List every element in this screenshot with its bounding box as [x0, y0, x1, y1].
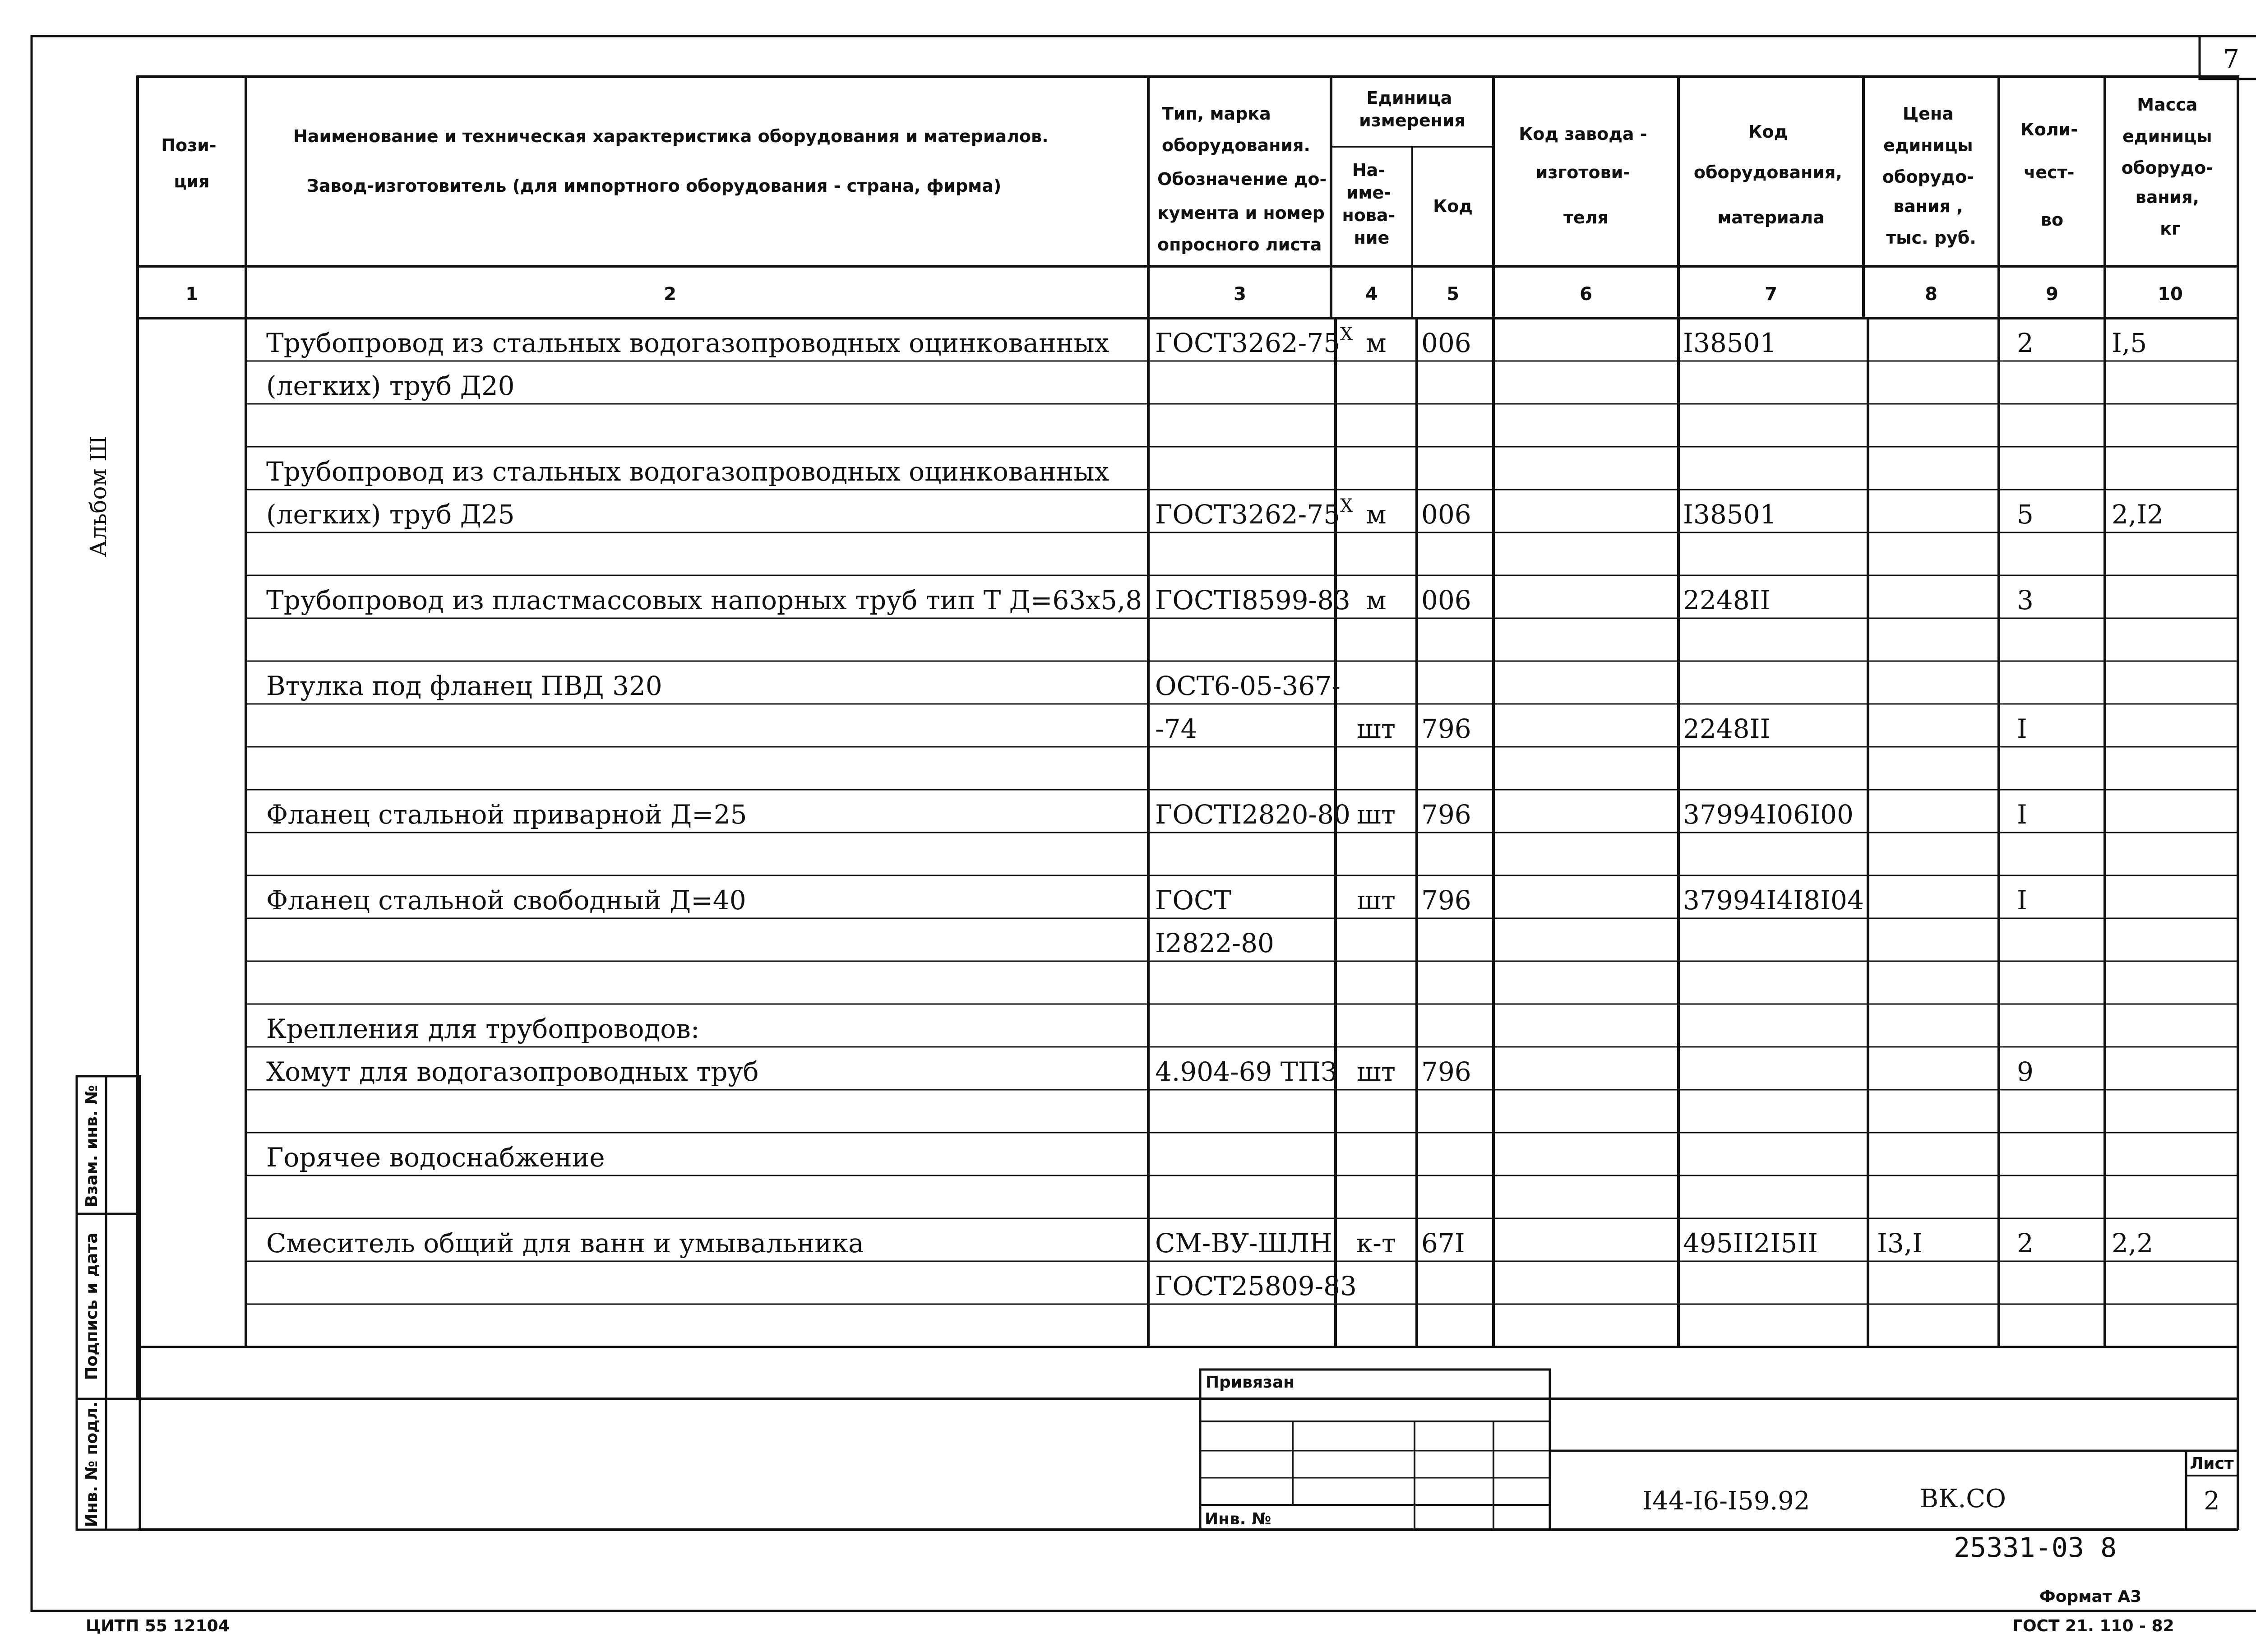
cell-name: Трубопровод из стальных водогазопроводных оцинкованных: [266, 456, 1110, 487]
cell-name: Смеситель общий для ванн и умывальника: [266, 1228, 864, 1259]
cell-qty: I: [2017, 885, 2027, 916]
svg-text:4: 4: [1365, 284, 1378, 305]
table-row: [1155, 928, 1274, 958]
cell-name: (легких) труб Д25: [266, 499, 515, 530]
cell-unit: шт: [1356, 713, 1396, 744]
svg-text:2: 2: [664, 284, 676, 305]
header-unit: Единица измерения: [1359, 88, 1465, 130]
cell-qty: I: [2017, 713, 2027, 744]
cell-doc: -74: [1155, 713, 1197, 744]
cell-name: Трубопровод из стальных водогазопроводных оцинкованных: [266, 328, 1110, 358]
cell-doc: СМ-ВУ-ШЛН: [1155, 1228, 1332, 1259]
cell-code: 495II2I5II: [1683, 1228, 1818, 1259]
svg-text:8: 8: [1925, 284, 1937, 305]
cell-ucode: 006: [1421, 499, 1471, 530]
table-row: [266, 370, 515, 401]
stamp-vzam-inv: Взам. инв. №: [83, 1085, 101, 1208]
cell-ucode: 796: [1421, 885, 1471, 916]
table-row: [1155, 1271, 1357, 1301]
cell-unit: шт: [1356, 799, 1396, 830]
album-label: Альбом Ш: [85, 435, 111, 557]
cell-ucode: 006: [1421, 585, 1471, 615]
cell-code: 37994I06I00: [1683, 799, 1854, 830]
cell-name: Фланец стальной свободный Д=40: [266, 885, 746, 916]
cell-unit: шт: [1356, 1056, 1396, 1087]
cell-code: 37994I4I8I04: [1683, 885, 1864, 916]
cell-unit: м: [1366, 585, 1387, 615]
cell-code: 2248II: [1683, 585, 1771, 615]
stamp-inv-podl: Инв. № подл.: [83, 1401, 101, 1527]
header-name: Наименование и техническая характеристика оборудования и материалов. Завод-изготовитель (для импортного оборудования - страна, фирма): [293, 126, 1049, 196]
svg-text:6: 6: [1580, 284, 1592, 305]
cell-doc: 4.904-69 ТПЗ: [1155, 1056, 1337, 1087]
header-price: Цена единицы оборудо- вания , тыс. руб.: [1882, 104, 1976, 248]
cell-unit: м: [1366, 499, 1387, 530]
cell-doc: $ГОСТ3262-75^X$: [1155, 495, 1353, 530]
cell-doc: $ГОСТ3262-75^X$: [1155, 324, 1353, 358]
document-mark: ВК.СО: [1920, 1484, 2006, 1513]
cell-doc: ГОСТ25809-83: [1155, 1271, 1357, 1301]
cell-doc: ГОСТ: [1155, 885, 1232, 916]
footer-gost: ГОСТ 21. 110 - 82: [2012, 1617, 2174, 1635]
svg-text:9: 9: [2046, 284, 2058, 305]
table-row: [266, 1013, 699, 1044]
cell-code: I38501: [1683, 328, 1777, 358]
cell-qty: 9: [2017, 1056, 2034, 1087]
cell-name: Трубопровод из пластмассовых напорных труб тип Т Д=63х5,8: [266, 585, 1142, 615]
cell-name: Фланец стальной приварной Д=25: [266, 799, 747, 830]
inv-no-label: Инв. №: [1205, 1510, 1271, 1528]
cell-doc: ОСТ6-05-367-: [1155, 671, 1341, 701]
cell-name: Крепления для трубопроводов:: [266, 1013, 700, 1044]
cell-mass: 2,2: [2112, 1228, 2154, 1259]
svg-text:10: 10: [2158, 284, 2183, 305]
cell-qty: 3: [2017, 585, 2034, 615]
cell-name: Хомут для водогазопроводных труб: [266, 1056, 759, 1087]
svg-text:1: 1: [185, 284, 198, 305]
cell-name: Втулка под фланец ПВД 320: [266, 671, 662, 701]
cell-qty: 2: [2017, 1228, 2034, 1259]
cell-doc: ГОСТI8599-83: [1155, 585, 1350, 615]
header-type-doc: Тип, марка оборудования. Обозначение до- кумента и номер опросного листа: [1157, 104, 1327, 255]
cell-ucode: 796: [1421, 713, 1471, 744]
cell-ucode: 67I: [1421, 1228, 1465, 1259]
table-row: [266, 456, 1109, 487]
cell-qty: I: [2017, 799, 2027, 830]
cell-mass: 2,I2: [2112, 499, 2164, 530]
svg-text:3: 3: [1234, 284, 1246, 305]
table-row: [266, 1142, 605, 1173]
privyazan-label: Привязан: [1206, 1373, 1295, 1392]
cell-ucode: 006: [1421, 328, 1471, 358]
list-number: 2: [2204, 1486, 2220, 1516]
cell-ucode: 796: [1421, 1056, 1471, 1087]
cell-doc: ГОСТI2820-80: [1155, 799, 1350, 830]
header-quantity: Коли- чест- во: [2020, 120, 2078, 230]
footer-left-code: ЦИТП 55 12104: [86, 1617, 230, 1635]
document-designation: I44-I6-I59.92: [1642, 1486, 1810, 1516]
cell-name: (легких) труб Д20: [266, 370, 515, 401]
header-position: Пози- ция: [161, 135, 217, 191]
sheet-corner-number: 7: [2223, 45, 2239, 74]
cell-code: 2248II: [1683, 713, 1771, 744]
header-material-code: Код оборудования, материала: [1693, 122, 1842, 227]
header-factory-code: Код завода - изготови- теля: [1519, 124, 1647, 227]
format-label: Формат А3: [2039, 1587, 2142, 1606]
superscript-x: X: [1340, 324, 1353, 345]
header-unit-name: На- име- нова- ние: [1342, 160, 1396, 248]
cell-qty: 2: [2017, 328, 2034, 358]
handwritten-number: 25331-03 8: [1954, 1532, 2117, 1564]
svg-text:5: 5: [1447, 284, 1459, 305]
cell-unit: шт: [1356, 885, 1396, 916]
header-mass: Масса единицы оборудо- вания, кг: [2121, 95, 2214, 239]
cell-code: I38501: [1683, 499, 1777, 530]
cell-unit: м: [1366, 328, 1387, 358]
cell-qty: 5: [2017, 499, 2034, 530]
header-unit-code: Код: [1433, 196, 1473, 216]
cell-doc: I2822-80: [1155, 928, 1274, 958]
cell-unit: к-т: [1356, 1228, 1396, 1259]
cell-price: I3,I: [1877, 1228, 1923, 1259]
stamp-podpis-data: Подпись и дата: [83, 1232, 101, 1380]
list-label: Лист: [2190, 1454, 2234, 1473]
superscript-x: X: [1340, 495, 1353, 516]
svg-text:7: 7: [1765, 284, 1777, 305]
cell-mass: I,5: [2112, 328, 2147, 358]
cell-ucode: 796: [1421, 799, 1471, 830]
cell-name: Горячее водоснабжение: [266, 1142, 605, 1173]
